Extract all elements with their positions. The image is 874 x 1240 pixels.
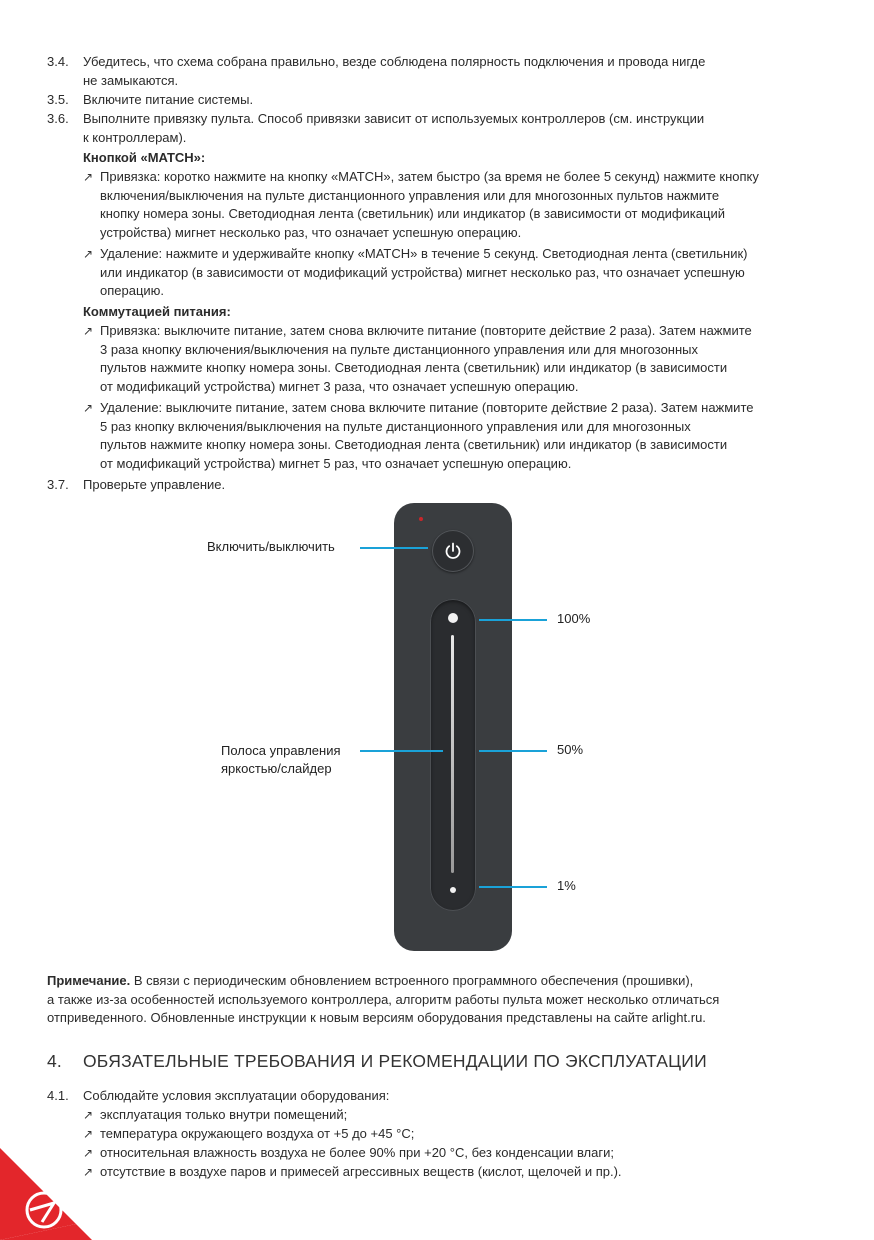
- slider-line: [451, 635, 454, 873]
- power-button: [432, 530, 474, 572]
- text-line: 5 раз кнопку включения/выключения на пульте дистанционного управления или для многозонных: [100, 418, 691, 434]
- text-line: относительная влажность воздуха не более 90% при +20 °C, без конденсации влаги;: [100, 1145, 614, 1160]
- arrow-bullet-icon: ↗: [83, 170, 94, 184]
- item-number: 3.7.: [47, 477, 69, 492]
- text-line: Убедитесь, что схема собрана правильно, везде соблюдена полярность подключения и провода нигде: [83, 54, 706, 69]
- slider-label-line: яркостью/слайдер: [221, 761, 332, 776]
- text-line: включения/выключения на пульте дистанционного управления или для многозонных пультов нажмите: [100, 187, 720, 203]
- text-line: устройства) мигнет несколько раз, что означает успешную операцию.: [100, 224, 522, 240]
- label-100: 100%: [557, 611, 591, 626]
- text-line: Включите питание системы.: [83, 92, 254, 107]
- label-1: 1%: [557, 878, 576, 893]
- text-line: от модификаций устройства) мигнет 5 раз, что означает успешную операцию.: [100, 455, 572, 471]
- item-text: [83, 53, 823, 90]
- item-text: [83, 110, 823, 147]
- text-line: Привязка: выключите питание, затем снова включите питание (повторите действие 2 раза). Затем нажмите: [100, 323, 752, 338]
- note-line: а также из-за особенностей используемого контроллера, алгоритм работы пульта может несколько отличаться: [47, 991, 720, 1007]
- callout-line: [479, 619, 547, 621]
- text-line: Удаление: нажмите и удерживайте кнопку «MATCH» в течение 5 секунд. Светодиодная лента (светильник): [100, 246, 748, 261]
- item-number: 3.5.: [47, 92, 69, 107]
- text-line: кнопку номера зоны. Светодиодная лента (светильник) или индикатор (в зависимости от модификаций: [100, 206, 725, 221]
- section-number: 4.: [47, 1051, 62, 1071]
- section-heading: ОБЯЗАТЕЛЬНЫЕ ТРЕБОВАНИЯ И РЕКОМЕНДАЦИИ ПО ЭКСПЛУАТАЦИИ: [83, 1051, 707, 1071]
- min-dot: [450, 887, 456, 893]
- power-icon: [443, 541, 463, 561]
- brightness-slider: [430, 599, 476, 911]
- item-text: Проверьте управление.: [83, 477, 226, 492]
- text-line: или индикатор (в зависимости от модификаций устройства) мигнет несколько раз, что означает успешную: [100, 264, 745, 280]
- power-label: Включить/выключить: [207, 539, 335, 554]
- arrow-bullet-icon: ↗: [83, 324, 94, 338]
- text-line: Выполните привязку пульта. Способ привязки зависит от используемых контроллеров (см. инструкции: [83, 111, 705, 126]
- remote-control-image: [394, 503, 512, 951]
- arrow-bullet-icon: ↗: [83, 1127, 94, 1141]
- arrow-bullet-icon: ↗: [83, 401, 94, 415]
- item-number: 3.6.: [47, 111, 69, 126]
- text-line: Привязка: коротко нажмите на кнопку «MATCH», затем быстро (за время не более 5 секунд) нажмите кнопку: [100, 169, 759, 184]
- item-number: 4.1.: [47, 1088, 69, 1103]
- item-text: Соблюдайте условия эксплуатации оборудования:: [83, 1088, 390, 1103]
- arrow-bullet-icon: ↗: [83, 247, 94, 261]
- text-line: пультов нажмите кнопку номера зоны. Светодиодная лента (светильник) или индикатор (в зависимости: [100, 437, 728, 452]
- text-line: от модификаций устройства) мигнет 3 раза, что означает успешную операцию.: [100, 378, 579, 394]
- led-indicator: [419, 517, 423, 521]
- callout-line: [360, 547, 428, 549]
- note-paragraph: [47, 972, 837, 1028]
- max-dot: [448, 613, 458, 623]
- note-text: В связи с периодическим обновлением встроенного программного обеспечения (прошивки),: [130, 973, 694, 988]
- text-line: пультов нажмите кнопку номера зоны. Светодиодная лента (светильник) или индикатор (в зависимости: [100, 360, 728, 375]
- text-line: операцию.: [100, 283, 165, 298]
- note-label: Примечание.: [47, 973, 131, 988]
- note-line: отприведенного. Обновленные инструкции к новым версиям оборудования представлены на сайте arlight.ru.: [47, 1010, 706, 1025]
- arrow-bullet-icon: ↗: [83, 1146, 94, 1160]
- text-line: Удаление: выключите питание, затем снова включите питание (повторите действие 2 раза). Затем нажмите: [100, 400, 754, 415]
- item-text: [83, 91, 823, 110]
- text-line: температура окружающего воздуха от +5 до +45 °C;: [100, 1126, 415, 1141]
- text-line: не замыкаются.: [83, 72, 179, 88]
- section-title: [47, 1049, 707, 1073]
- arrow-bullet-icon: ↗: [83, 1108, 94, 1122]
- callout-line: [479, 886, 547, 888]
- text-line: эксплуатация только внутри помещений;: [100, 1107, 348, 1122]
- arrow-bullet-icon: ↗: [83, 1165, 94, 1179]
- brand-logo-icon: [0, 1148, 92, 1240]
- text-line: 3 раза кнопку включения/выключения на пульте дистанционного управления или для многозонных: [100, 341, 698, 357]
- note-line: [47, 972, 837, 991]
- power-heading: Коммутацией питания:: [83, 304, 231, 319]
- callout-line: [479, 750, 547, 752]
- match-heading: Кнопкой «MATCH»:: [83, 150, 206, 165]
- slider-label-line: Полоса управления: [221, 743, 341, 758]
- text-line: к контроллерам).: [83, 129, 187, 145]
- callout-line: [360, 750, 443, 752]
- item-number: 3.4.: [47, 54, 69, 69]
- slider-label: [221, 742, 341, 778]
- label-50: 50%: [557, 742, 584, 757]
- text-line: отсутствие в воздухе паров и примесей агрессивных веществ (кислот, щелочей и пр.).: [100, 1164, 622, 1179]
